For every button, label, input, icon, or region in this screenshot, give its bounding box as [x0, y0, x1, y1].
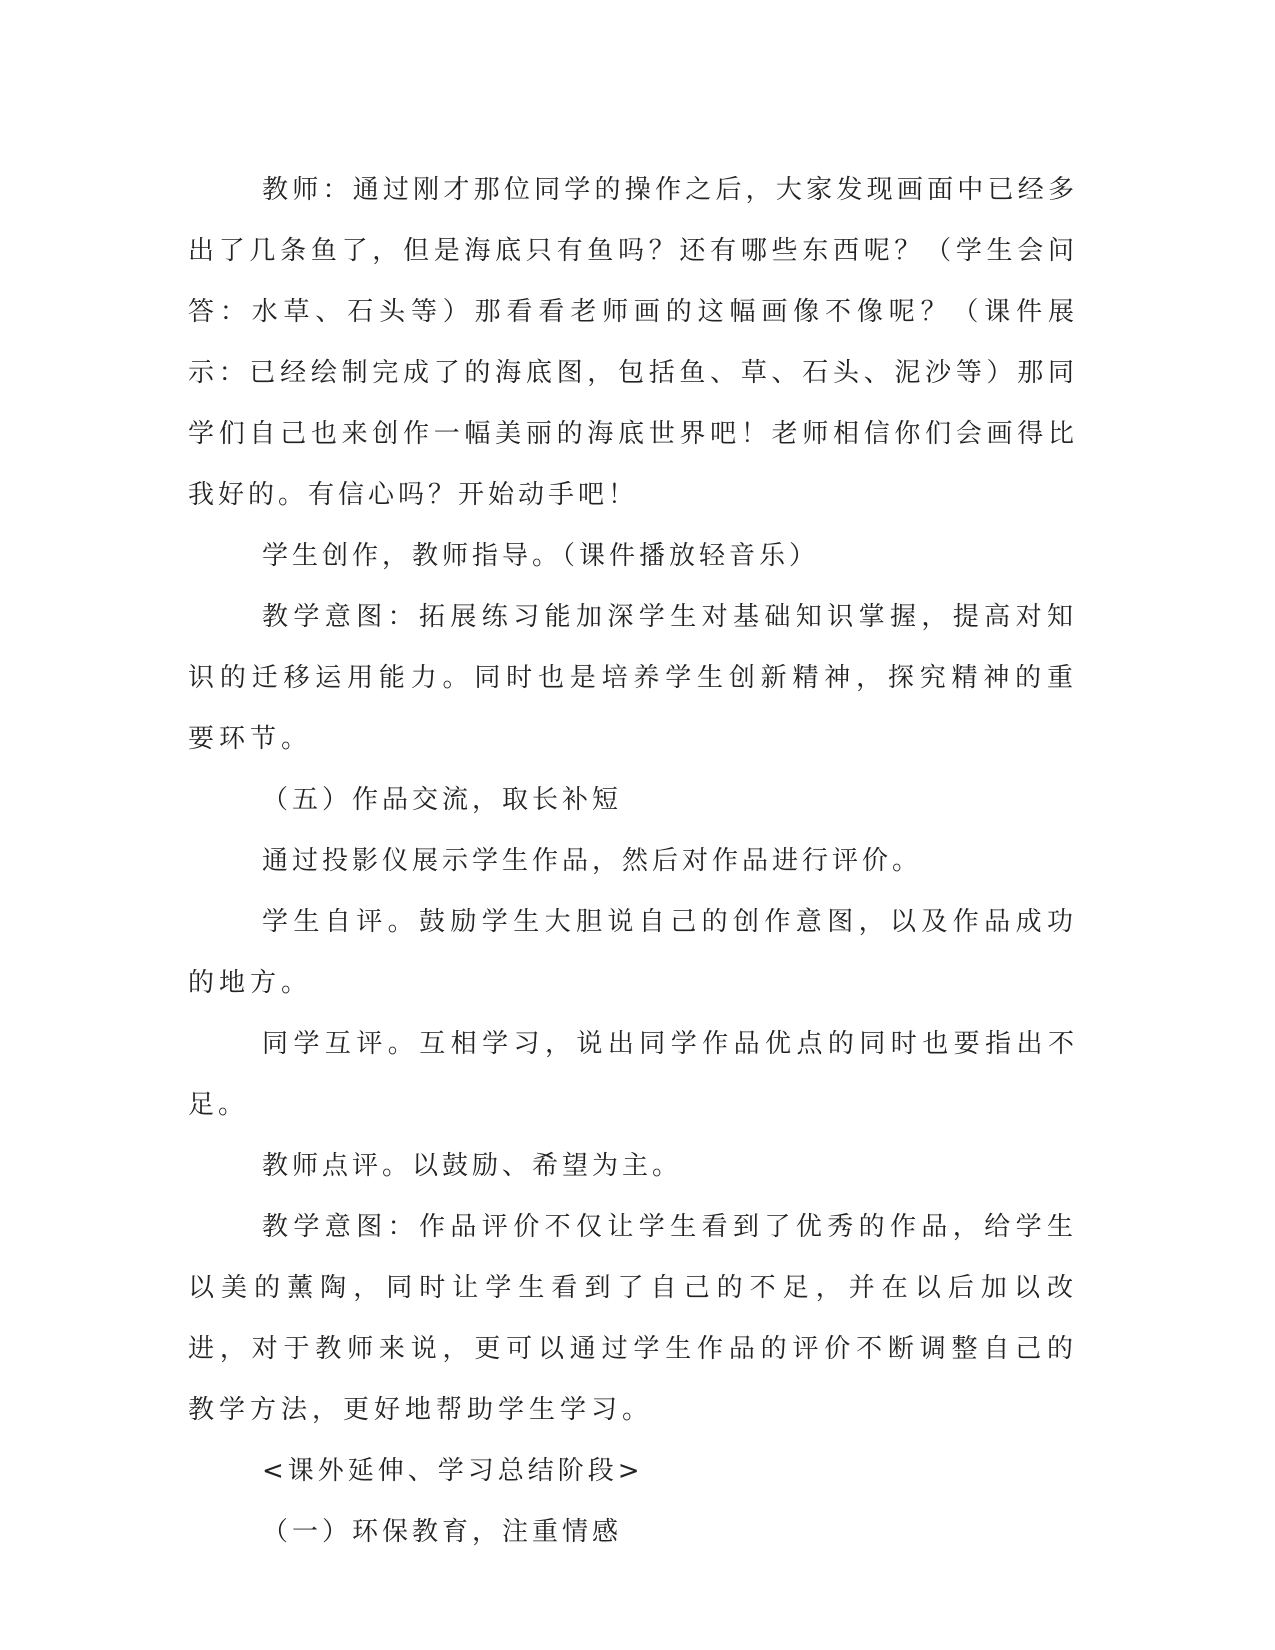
section-heading-one: （一）环保教育，注重情感	[262, 1517, 623, 1547]
section-heading-five: （五）作品交流，取长补短	[262, 785, 623, 815]
document-body	[188, 160, 1078, 1563]
paragraph-teaching-intent-2: 教学意图：作品评价不仅让学生看到了优秀的作品，给学生以美的薰陶，同时让学生看到了自己的不足，并在以后加以改进，对于教师来说，更可以通过学生作品的评价不断调整自己的教学方法，更好地帮助学生学习。	[188, 1212, 1078, 1425]
paragraph-projector-display: 通过投影仪展示学生作品，然后对作品进行评价。	[262, 846, 923, 876]
paragraph-teacher-dialogue: 教师：通过刚才那位同学的操作之后，大家发现画面中已经多出了几条鱼了，但是海底只有鱼吗？还有哪些东西呢？（学生会问答：水草、石头等）那看看老师画的这幅画像不像呢？（课件展示：已经绘制完成了的海底图，包括鱼、草、石头、泥沙等）那同学们自己也来创作一幅美丽的海底世界吧！老师相信你们会画得比我好的。有信心吗？开始动手吧！	[188, 175, 1078, 510]
stage-heading: <课外延伸、学习总结阶段>	[262, 1456, 644, 1486]
paragraph-teacher-evaluation: 教师点评。以鼓励、希望为主。	[262, 1151, 683, 1181]
paragraph-peer-evaluation: 同学互评。互相学习，说出同学作品优点的同时也要指出不足。	[188, 1029, 1078, 1120]
paragraph-student-creation: 学生创作，教师指导。（课件播放轻音乐）	[262, 541, 820, 571]
paragraph-self-evaluation: 学生自评。鼓励学生大胆说自己的创作意图，以及作品成功的地方。	[188, 907, 1078, 998]
paragraph-teaching-intent-1: 教学意图：拓展练习能加深学生对基础知识掌握，提高对知识的迁移运用能力。同时也是培养学生创新精神，探究精神的重要环节。	[188, 602, 1078, 754]
